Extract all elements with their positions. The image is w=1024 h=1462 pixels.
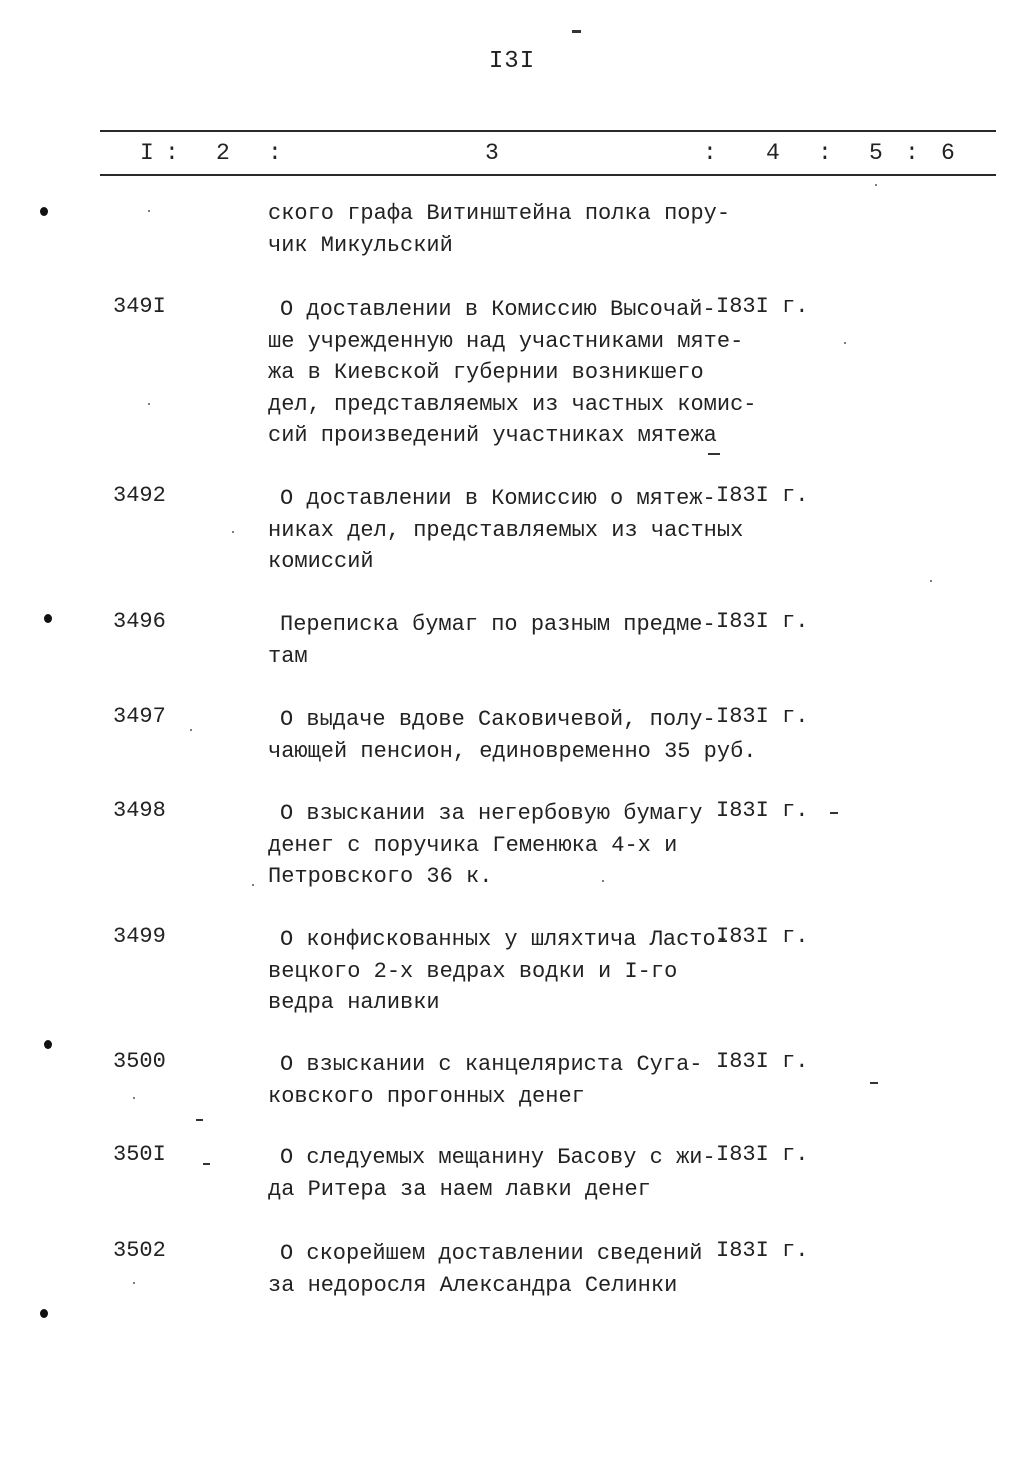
entry-year: I83I г. bbox=[716, 1238, 809, 1263]
scan-speck-icon bbox=[133, 1097, 135, 1099]
scan-mark-icon bbox=[196, 1119, 203, 1121]
entry-text-line: там bbox=[268, 643, 308, 669]
margin-dot-icon bbox=[44, 1040, 52, 1049]
entry-text-line: О взыскании с канцеляриста Суга- bbox=[280, 1052, 703, 1077]
entry-text-line: чающей пенсион, единовременно 35 руб. bbox=[268, 738, 757, 764]
entry-year: I83I г. bbox=[716, 924, 809, 949]
column-separator: : bbox=[268, 140, 282, 166]
scan-speck-icon bbox=[602, 880, 604, 882]
entry-text-line: О конфискованных у шляхтича Ласто- bbox=[280, 927, 729, 952]
entry-text-line: О скорейшем доставлении сведений bbox=[280, 1241, 703, 1266]
page-number: I3I bbox=[488, 48, 536, 75]
column-5-header: 5 bbox=[869, 140, 883, 166]
margin-dot-icon bbox=[40, 207, 48, 216]
entry-text-line: ковского прогонных денег bbox=[268, 1083, 585, 1109]
scan-speck-icon bbox=[875, 184, 877, 186]
entry-year: I83I г. bbox=[716, 1049, 809, 1074]
scan-mark-icon bbox=[830, 812, 838, 814]
entry-text-line: вецкого 2-х ведрах водки и I-го bbox=[268, 958, 678, 984]
column-separator: : bbox=[905, 140, 919, 166]
column-2-header: 2 bbox=[216, 140, 230, 166]
entry-text-line: жа в Киевской губернии возникшего bbox=[268, 360, 704, 385]
entry-text-line: О следуемых мещанину Басову с жи- bbox=[280, 1145, 716, 1170]
entry-text-line: О доставлении в Комиссию о мятеж- bbox=[280, 486, 716, 511]
entry-number: 3496 bbox=[113, 609, 166, 634]
entry-number: 3498 bbox=[113, 798, 166, 823]
column-separator: : bbox=[818, 140, 832, 166]
scan-speck-icon bbox=[190, 729, 192, 731]
scan-speck-icon bbox=[148, 403, 150, 405]
column-separator: : bbox=[165, 140, 179, 166]
entry-year: I83I г. bbox=[716, 704, 809, 729]
entry-text-line: ведра наливки bbox=[268, 990, 440, 1015]
entry-text-line: комиссий bbox=[268, 549, 374, 574]
entry-text-line: О взыскании за негербовую бумагу bbox=[280, 801, 703, 826]
entry-text-line: Петровского 36 к. bbox=[268, 864, 493, 889]
entry-number: 3500 bbox=[113, 1049, 166, 1074]
entry-number: 3492 bbox=[113, 483, 166, 508]
scan-speck-icon bbox=[844, 342, 846, 344]
entry-year: I83I г. bbox=[716, 609, 809, 634]
entry-text-line: О выдаче вдове Саковичевой, полу- bbox=[280, 707, 716, 732]
entry-text-line: ше учрежденную над участниками мяте- bbox=[268, 328, 744, 354]
scan-speck-icon bbox=[930, 580, 932, 582]
entry-text-line: денег с поручика Геменюка 4-х и bbox=[268, 832, 678, 858]
scan-mark-icon bbox=[708, 453, 720, 455]
column-header-row bbox=[0, 140, 1024, 168]
entry-text-line: да Ритера за наем лавки денег bbox=[268, 1176, 651, 1202]
column-separator: : bbox=[703, 140, 717, 166]
entry-text-line: дел, представляемых из частных комис- bbox=[268, 391, 757, 417]
scan-speck-icon bbox=[133, 1282, 135, 1284]
entry-year: I83I г. bbox=[716, 483, 809, 508]
entry-text-line: никах дел, представляемых из частных bbox=[268, 517, 744, 543]
column-1-header: I bbox=[140, 140, 154, 166]
entry-year: I83I г. bbox=[716, 294, 809, 319]
entry-year: I83I г. bbox=[716, 1142, 809, 1167]
margin-dot-icon bbox=[44, 614, 52, 623]
scan-speck-icon bbox=[252, 884, 254, 886]
margin-dot-icon bbox=[40, 1309, 48, 1318]
entry-text-line: сий произведений участниках мятежа bbox=[268, 423, 717, 448]
entry-number: 3499 bbox=[113, 924, 166, 949]
header-bottom-rule bbox=[100, 174, 996, 176]
entry-number: 349I bbox=[113, 294, 166, 319]
entry-text-line: чик Микульский bbox=[268, 232, 453, 258]
column-4-header: 4 bbox=[766, 140, 780, 166]
entry-number: 350I bbox=[113, 1142, 166, 1167]
column-3-header: 3 bbox=[485, 140, 499, 166]
entry-text-line: О доставлении в Комиссию Высочай- bbox=[280, 297, 716, 322]
entry-number: 3497 bbox=[113, 704, 166, 729]
scan-speck-icon bbox=[232, 531, 234, 533]
entry-text-line: за недоросля Александра Селинки bbox=[268, 1272, 678, 1298]
entry-text-line: Переписка бумаг по разным предме- bbox=[280, 612, 716, 637]
scan-mark-icon bbox=[572, 30, 581, 33]
scan-mark-icon bbox=[870, 1082, 878, 1084]
header-top-rule bbox=[100, 130, 996, 132]
entry-number: 3502 bbox=[113, 1238, 166, 1263]
entry-year: I83I г. bbox=[716, 798, 809, 823]
column-6-header: 6 bbox=[941, 140, 955, 166]
scan-mark-icon bbox=[203, 1163, 210, 1165]
scan-speck-icon bbox=[148, 210, 150, 212]
entry-text-line: ского графа Витинштейна полка пору- bbox=[268, 201, 731, 226]
